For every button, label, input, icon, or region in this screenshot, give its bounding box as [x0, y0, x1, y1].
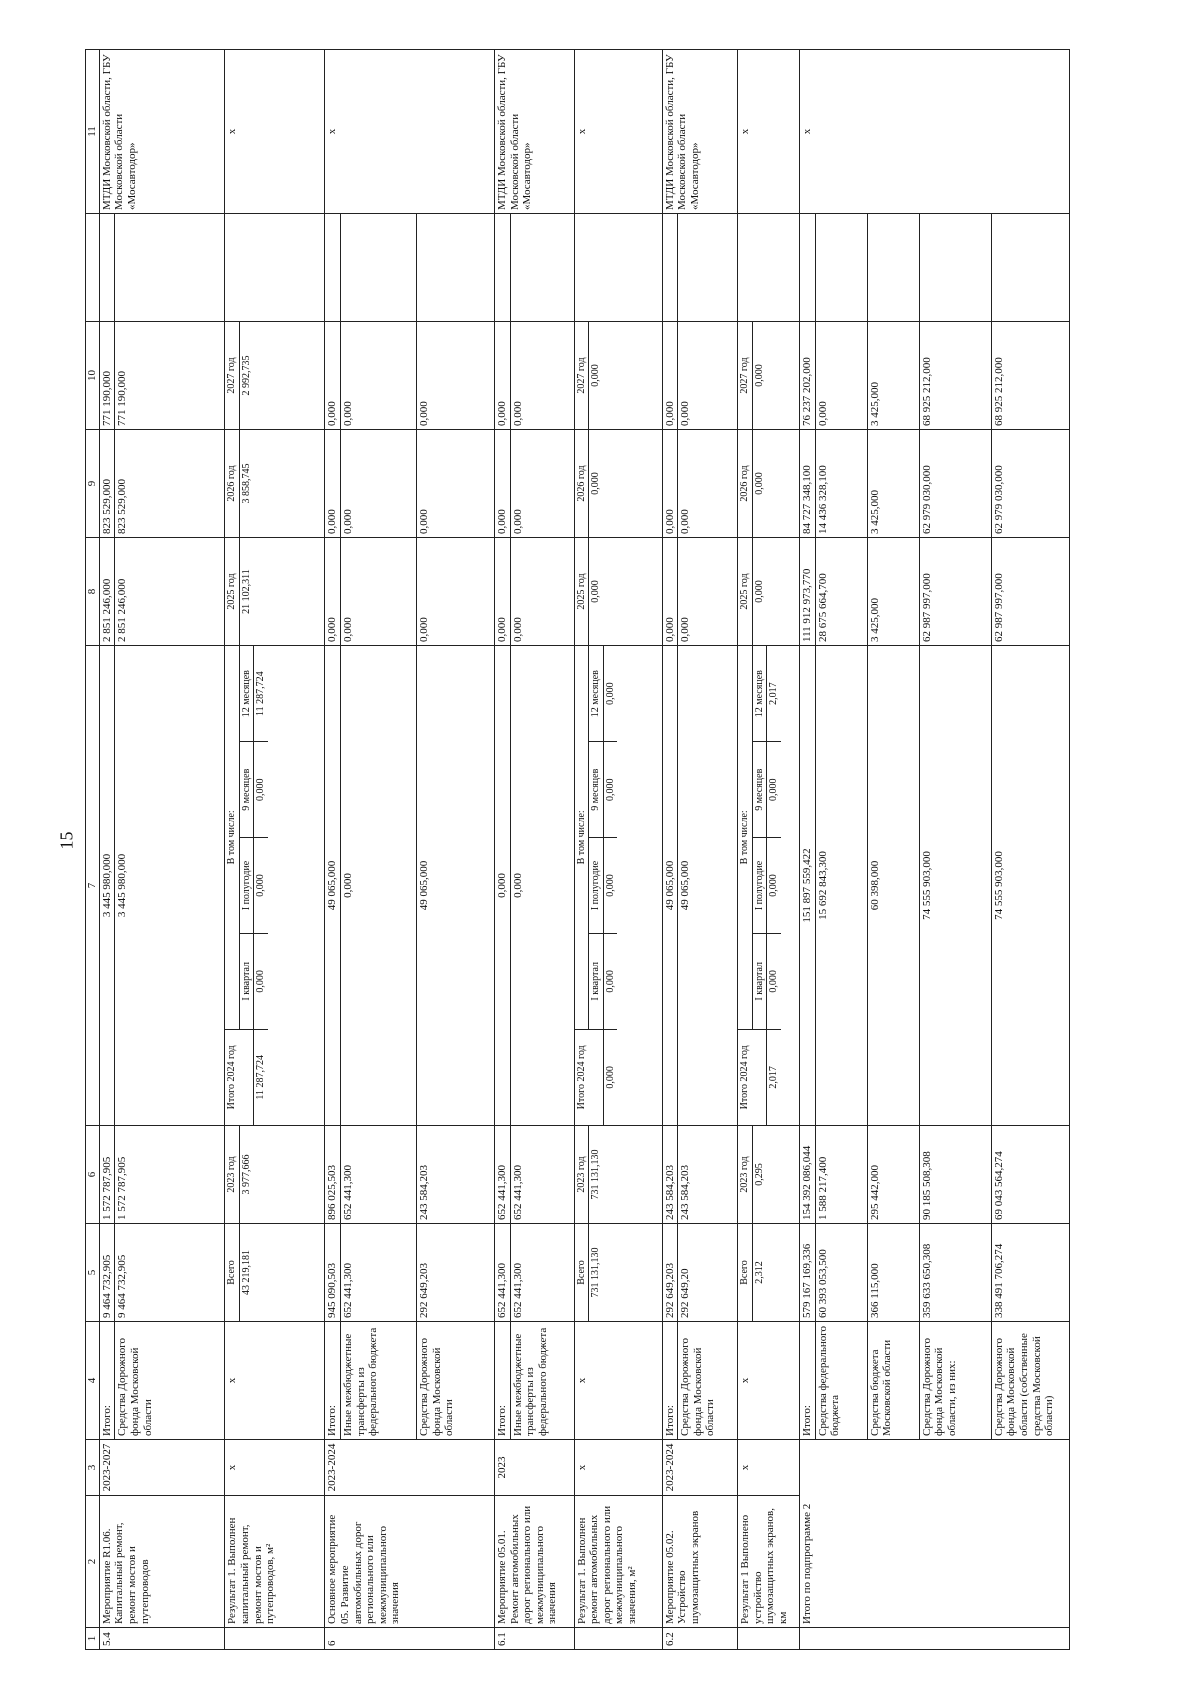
year-2026-value: 0,000	[340, 430, 416, 538]
funding-source: Средства федерального бюджета	[815, 1322, 867, 1440]
row-number: 5.4	[99, 1628, 225, 1650]
year-2027-value: 0,000	[325, 322, 341, 430]
col-num: 11	[86, 50, 100, 214]
subprogram-total-label: Итого по подпрограмме 2	[800, 1440, 1070, 1628]
q1-value: 0,000	[603, 933, 617, 1029]
year-2024-cell	[574, 646, 662, 1126]
total-value: 731 131,130	[589, 1224, 603, 1321]
result-row	[574, 50, 662, 1650]
year-2027-value: 0,000	[815, 322, 867, 430]
period: x	[738, 1440, 800, 1496]
total-value: 9 464 732,905	[115, 1224, 225, 1322]
col-num: 8	[86, 538, 100, 646]
column-number-row	[86, 50, 100, 1650]
header-9m: 9 месяцев	[752, 742, 767, 838]
total-row	[991, 50, 1069, 1650]
year-2023-value: 1 572 787,905	[99, 1126, 115, 1224]
empty-cell	[574, 214, 662, 322]
year-2024-value: 3 445 980,000	[99, 646, 115, 1126]
year-2027-value: 771 190,000	[115, 322, 225, 430]
row-number	[800, 1628, 1070, 1650]
year-2025-value: 0,000	[494, 538, 510, 646]
year-2025-value: 3 425,000	[867, 538, 919, 646]
table-row	[340, 50, 416, 1650]
period: 2023-2024	[662, 1440, 738, 1496]
funding-source: Средства Дорожного фонда Московской области	[115, 1322, 225, 1440]
funding-source: Средства Дорожного фонда Московской области	[416, 1322, 494, 1440]
year-2023-value: 0,295	[752, 1126, 766, 1223]
year-2024-value: 2,017	[767, 1029, 781, 1125]
year-2027-value: 0,000	[589, 322, 603, 429]
year-2023-value: 243 584,203	[678, 1126, 738, 1224]
year-2024-value: 11 287,724	[254, 1029, 268, 1125]
year-2024-cell	[225, 646, 325, 1126]
header-total: Всего	[225, 1224, 239, 1321]
header-h1: I полугодие	[589, 838, 604, 934]
total-value: 338 491 706,274	[991, 1224, 1069, 1322]
responsible: x	[225, 50, 325, 214]
year-2024-value: 0,000	[603, 1029, 617, 1125]
m9-value: 0,000	[254, 742, 268, 838]
header-2025: 2025 год	[225, 538, 239, 645]
year-2024-value: 0,000	[510, 646, 574, 1126]
row-number	[738, 1628, 800, 1650]
h1-value: 0,000	[767, 838, 781, 934]
year-2025-cell	[574, 538, 662, 646]
table-row	[325, 50, 341, 1650]
result-row	[225, 50, 325, 1650]
year-2027-value: 771 190,000	[99, 322, 115, 430]
empty-cell	[416, 214, 494, 322]
total-value: 292 649,203	[662, 1224, 678, 1322]
responsible: x	[800, 50, 1070, 214]
q1-value: 0,000	[767, 933, 781, 1029]
responsible: МТДИ Московской области, ГБУ Московской области «Мосавтодор»	[99, 50, 225, 214]
total-cell	[225, 1224, 325, 1322]
header-q1: I квартал	[239, 933, 254, 1029]
funding-source: Иные межбюджетные трансферты из федерального бюджета	[340, 1322, 416, 1440]
row-number: 6.2	[662, 1628, 738, 1650]
header-2026: 2026 год	[575, 430, 589, 537]
header-12m: 12 месяцев	[239, 646, 254, 742]
year-2024-value: 49 065,000	[662, 646, 678, 1126]
total-value: 652 441,300	[510, 1224, 574, 1322]
empty-cell	[867, 214, 919, 322]
col-num	[86, 214, 100, 322]
m12-value: 0,000	[603, 646, 617, 742]
period: 2023-2027	[99, 1440, 225, 1496]
total-row	[919, 50, 991, 1650]
year-2026-value: 84 727 348,100	[800, 430, 816, 538]
year-2027-value: 68 925 212,000	[991, 322, 1069, 430]
year-2025-value: 0,000	[752, 538, 766, 645]
year-2023-value: 243 584,203	[662, 1126, 678, 1224]
activity-name: Мероприятие 05.02. Устройство шумозащитных экранов	[662, 1496, 738, 1628]
header-2025: 2025 год	[738, 538, 752, 645]
year-2024-value: 60 398,000	[867, 646, 919, 1126]
year-2027-value: 3 425,000	[867, 322, 919, 430]
total-cell	[574, 1224, 662, 1322]
col-num: 6	[86, 1126, 100, 1224]
year-2024-value: 0,000	[340, 646, 416, 1126]
header-total: Всего	[575, 1224, 589, 1321]
empty-cell	[225, 214, 325, 322]
funding-source: x	[225, 1322, 325, 1440]
total-row	[867, 50, 919, 1650]
year-2026-value: 62 979 030,000	[919, 430, 991, 538]
header-total: Всего	[738, 1224, 752, 1321]
year-2026-cell	[574, 430, 662, 538]
year-2024-value: 74 555 903,000	[919, 646, 991, 1126]
year-2025-value: 0,000	[678, 538, 738, 646]
funding-source: Иные межбюджетные трансферты из федерального бюджета	[510, 1322, 574, 1440]
table-row	[494, 50, 510, 1650]
empty-cell	[325, 214, 341, 322]
funding-source: x	[738, 1322, 800, 1440]
year-2025-value: 111 912 973,770	[800, 538, 816, 646]
total-value: 2,312	[752, 1224, 766, 1321]
header-including: В том числе:	[738, 646, 752, 1029]
year-2027-cell	[574, 322, 662, 430]
header-2027: 2027 год	[575, 322, 589, 429]
empty-cell	[738, 214, 800, 322]
table-row	[678, 50, 738, 1650]
year-2023-value: 1 588 217,400	[815, 1126, 867, 1224]
year-2023-value: 731 131,130	[589, 1126, 603, 1223]
year-2025-value: 2 851 246,000	[115, 538, 225, 646]
budget-table	[85, 49, 1070, 1650]
funding-source: x	[574, 1322, 662, 1440]
budget-table-sheet	[85, 50, 1185, 1650]
year-2027-value: 0,000	[340, 322, 416, 430]
header-2023: 2023 год	[225, 1126, 239, 1223]
h1-value: 0,000	[254, 838, 268, 934]
funding-source: Средства Дорожного фонда Московской области, из них:	[919, 1322, 991, 1440]
year-2026-cell	[738, 430, 800, 538]
year-2027-value: 0,000	[678, 322, 738, 430]
year-2023-cell	[574, 1126, 662, 1224]
total-value: 652 441,300	[340, 1224, 416, 1322]
year-2023-value: 652 441,300	[340, 1126, 416, 1224]
table-row	[416, 50, 494, 1650]
header-h1: I полугодие	[239, 838, 254, 934]
header-2023: 2023 год	[738, 1126, 752, 1223]
year-2023-value: 69 043 564,274	[991, 1126, 1069, 1224]
header-2024: Итого 2024 год	[738, 1029, 767, 1125]
year-2023-value: 3 977,666	[239, 1126, 253, 1223]
funding-source: Итого:	[800, 1322, 816, 1440]
year-2025-value: 28 675 664,700	[815, 538, 867, 646]
funding-source: Итого:	[662, 1322, 678, 1440]
year-2023-value: 652 441,300	[494, 1126, 510, 1224]
col-num: 5	[86, 1224, 100, 1322]
year-2023-value: 90 185 508,308	[919, 1126, 991, 1224]
table-row	[510, 50, 574, 1650]
year-2025-value: 21 102,311	[239, 538, 253, 645]
year-2023-value: 243 584,203	[416, 1126, 494, 1224]
col-num: 7	[86, 646, 100, 1126]
empty-cell	[494, 214, 510, 322]
funding-source: Средства Дорожного фонда Московской области (собственные средства Московской области)	[991, 1322, 1069, 1440]
year-2023-value: 1 572 787,905	[115, 1126, 225, 1224]
header-2024: Итого 2024 год	[225, 1029, 254, 1125]
total-cell	[738, 1224, 800, 1322]
year-2023-value: 154 392 086,044	[800, 1126, 816, 1224]
year-2025-value: 0,000	[662, 538, 678, 646]
total-value: 652 441,300	[494, 1224, 510, 1322]
year-2024-cell	[738, 646, 800, 1126]
year-2025-cell	[225, 538, 325, 646]
col-num: 9	[86, 430, 100, 538]
period: x	[574, 1440, 662, 1496]
year-2025-value: 2 851 246,000	[99, 538, 115, 646]
year-2025-value: 0,000	[416, 538, 494, 646]
year-2023-value: 896 025,503	[325, 1126, 341, 1224]
total-value: 292 649,203	[416, 1224, 494, 1322]
total-value: 292 649,20	[678, 1224, 738, 1322]
year-2024-value: 0,000	[494, 646, 510, 1126]
year-2025-value: 62 987 997,000	[919, 538, 991, 646]
empty-cell	[991, 214, 1069, 322]
period: x	[225, 1440, 325, 1496]
m12-value: 11 287,724	[254, 646, 268, 742]
year-2023-cell	[225, 1126, 325, 1224]
empty-cell	[340, 214, 416, 322]
year-2027-value: 0,000	[510, 322, 574, 430]
header-2025: 2025 год	[575, 538, 589, 645]
table-row	[115, 50, 225, 1650]
page-number: 15	[56, 831, 77, 850]
total-value: 945 090,503	[325, 1224, 341, 1322]
total-value: 366 115,000	[867, 1224, 919, 1322]
total-value: 43 219,181	[239, 1224, 253, 1321]
year-2025-cell	[738, 538, 800, 646]
result-name: Результат 1 Выполнено устройство шумозащитных экранов, км	[738, 1496, 800, 1628]
responsible: x	[325, 50, 495, 214]
responsible: МТДИ Московской области, ГБУ Московской области «Мосавтодор»	[494, 50, 574, 214]
col-num: 2	[86, 1496, 100, 1628]
m12-value: 2,017	[767, 646, 781, 742]
m9-value: 0,000	[767, 742, 781, 838]
empty-cell	[99, 214, 115, 322]
year-2027-cell	[225, 322, 325, 430]
year-2027-value: 76 237 202,000	[800, 322, 816, 430]
row-number	[225, 1628, 325, 1650]
funding-source: Средства Дорожного фонда Московской области	[678, 1322, 738, 1440]
year-2026-value: 0,000	[494, 430, 510, 538]
year-2024-value: 49 065,000	[325, 646, 341, 1126]
year-2024-value: 49 065,000	[416, 646, 494, 1126]
result-row	[738, 50, 800, 1650]
responsible: МТДИ Московской области, ГБУ Московской области «Мосавтодор»	[662, 50, 738, 214]
year-2024-value: 49 065,000	[678, 646, 738, 1126]
funding-source: Итого:	[99, 1322, 115, 1440]
result-name: Результат 1. Выполнен ремонт автомобильных дорог регионального или межмуниципального значения, м²	[574, 1496, 662, 1628]
period: 2023	[494, 1440, 574, 1496]
year-2026-cell	[225, 430, 325, 538]
year-2026-value: 0,000	[325, 430, 341, 538]
total-value: 60 393 053,500	[815, 1224, 867, 1322]
total-row	[800, 50, 816, 1650]
year-2026-value: 0,000	[678, 430, 738, 538]
year-2023-value: 295 442,000	[867, 1126, 919, 1224]
year-2024-value: 3 445 980,000	[115, 646, 225, 1126]
m9-value: 0,000	[603, 742, 617, 838]
header-9m: 9 месяцев	[589, 742, 604, 838]
row-number	[574, 1628, 662, 1650]
col-num: 10	[86, 322, 100, 430]
empty-cell	[115, 214, 225, 322]
year-2027-value: 0,000	[752, 322, 766, 429]
year-2027-value: 0,000	[494, 322, 510, 430]
header-including: В том числе:	[225, 646, 239, 1029]
activity-name: Основное мероприятие 05. Развитие автомобильных дорог регионального или межмуниципального значения	[325, 1496, 495, 1628]
responsible: x	[738, 50, 800, 214]
table-row	[662, 50, 678, 1650]
header-2026: 2026 год	[225, 430, 239, 537]
header-12m: 12 месяцев	[752, 646, 767, 742]
responsible: x	[574, 50, 662, 214]
empty-cell	[815, 214, 867, 322]
funding-source: Итого:	[325, 1322, 341, 1440]
header-h1: I полугодие	[752, 838, 767, 934]
year-2023-cell	[738, 1126, 800, 1224]
header-2027: 2027 год	[225, 322, 239, 429]
year-2025-value: 0,000	[589, 538, 603, 645]
year-2026-value: 823 529,000	[115, 430, 225, 538]
year-2026-value: 0,000	[589, 430, 603, 537]
header-9m: 9 месяцев	[239, 742, 254, 838]
col-num: 1	[86, 1628, 100, 1650]
header-2023: 2023 год	[575, 1126, 589, 1223]
q1-value: 0,000	[254, 933, 268, 1029]
header-q1: I квартал	[752, 933, 767, 1029]
year-2025-value: 0,000	[340, 538, 416, 646]
year-2026-value: 0,000	[752, 430, 766, 537]
year-2027-cell	[738, 322, 800, 430]
year-2026-value: 0,000	[662, 430, 678, 538]
row-number: 6	[325, 1628, 495, 1650]
header-2027: 2027 год	[738, 322, 752, 429]
year-2025-value: 62 987 997,000	[991, 538, 1069, 646]
total-row	[815, 50, 867, 1650]
year-2026-value: 14 436 328,100	[815, 430, 867, 538]
table-row	[99, 50, 115, 1650]
empty-cell	[800, 214, 816, 322]
header-q1: I квартал	[589, 933, 604, 1029]
year-2027-value: 0,000	[662, 322, 678, 430]
year-2024-value: 74 555 903,000	[991, 646, 1069, 1126]
year-2023-value: 652 441,300	[510, 1126, 574, 1224]
year-2026-value: 3 858,745	[239, 430, 253, 537]
year-2027-value: 2 992,735	[239, 322, 253, 429]
result-name: Результат 1. Выполнен капитальный ремонт, ремонт мостов и путепроводов, м²	[225, 1496, 325, 1628]
col-num: 4	[86, 1322, 100, 1440]
funding-source: Итого:	[494, 1322, 510, 1440]
empty-cell	[678, 214, 738, 322]
year-2027-value: 0,000	[416, 322, 494, 430]
empty-cell	[510, 214, 574, 322]
period: 2023-2024	[325, 1440, 495, 1496]
h1-value: 0,000	[603, 838, 617, 934]
year-2024-value: 151 897 559,422	[800, 646, 816, 1126]
year-2024-value: 15 692 843,300	[815, 646, 867, 1126]
year-2026-value: 0,000	[510, 430, 574, 538]
year-2025-value: 0,000	[510, 538, 574, 646]
funding-source: Средства бюджета Московской области	[867, 1322, 919, 1440]
activity-name: Мероприятие 05.01. Ремонт автомобильных дорог регионального или межмуниципального значения	[494, 1496, 574, 1628]
empty-cell	[919, 214, 991, 322]
row-number: 6.1	[494, 1628, 574, 1650]
header-12m: 12 месяцев	[589, 646, 604, 742]
total-value: 359 633 650,308	[919, 1224, 991, 1322]
year-2026-value: 0,000	[416, 430, 494, 538]
total-value: 9 464 732,905	[99, 1224, 115, 1322]
total-value: 579 167 169,336	[800, 1224, 816, 1322]
year-2026-value: 62 979 030,000	[991, 430, 1069, 538]
activity-name: Мероприятие R1.06. Капитальный ремонт, ремонт мостов и путепроводов	[99, 1496, 225, 1628]
year-2026-value: 3 425,000	[867, 430, 919, 538]
year-2025-value: 0,000	[325, 538, 341, 646]
header-2026: 2026 год	[738, 430, 752, 537]
col-num: 3	[86, 1440, 100, 1496]
header-including: В том числе:	[575, 646, 589, 1029]
header-2024: Итого 2024 год	[575, 1029, 604, 1125]
empty-cell	[662, 214, 678, 322]
year-2027-value: 68 925 212,000	[919, 322, 991, 430]
year-2026-value: 823 529,000	[99, 430, 115, 538]
